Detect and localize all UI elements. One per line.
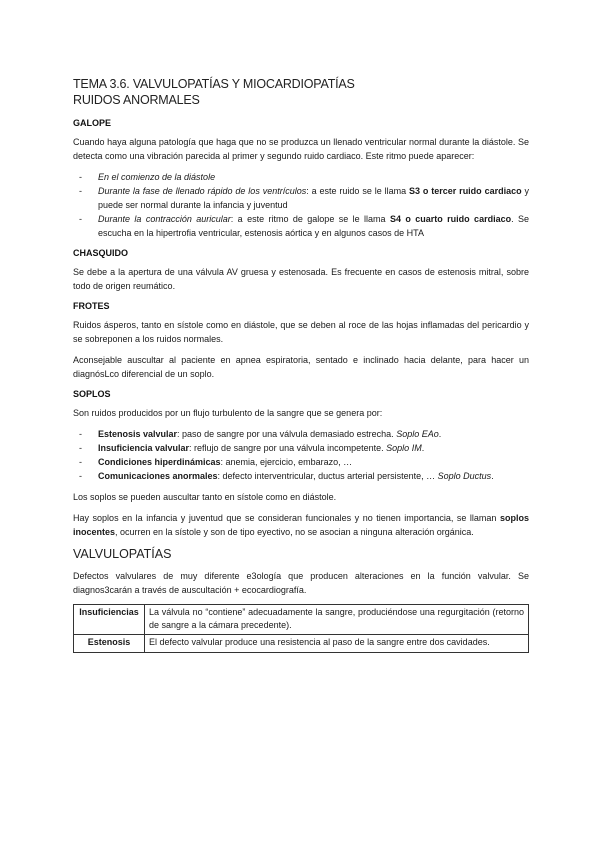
- frotes-paragraph-2: Aconsejable auscultar al paciente en apnea espiratoria, sentado e inclinado hacia delante, para hacer un diagnósLco diferencial de un soplo.: [73, 355, 529, 379]
- soplos-intro: Son ruidos producidos por un flujo turbulento de la sangre que se genera por:: [73, 408, 383, 418]
- item-text: : a este ritmo de galope se le llama: [230, 214, 390, 224]
- list-item: [73, 184, 529, 212]
- dash-bullet: -: [79, 186, 82, 196]
- item-emphasis: Soplo EAo: [396, 429, 439, 439]
- table-cell-definition: El defecto valvular produce una resistencia al paso de la sangre entre dos cavidades.: [145, 635, 529, 653]
- item-text: : a este ruido se le llama: [306, 186, 409, 196]
- item-bold: S3 o tercer ruido cardiaco: [409, 186, 522, 196]
- galope-list: [73, 170, 529, 240]
- frotes-heading: FROTES: [73, 301, 110, 311]
- table-row: [74, 635, 529, 653]
- valvulopatias-table: [73, 604, 529, 653]
- chasquido-text: Se debe a la apertura de una válvula AV gruesa y estenosada. Es frecuente en casos de estenosis mitral, sobre todo de origen reumático.: [73, 267, 529, 291]
- soplos-paragraph-1: Los soplos se pueden auscultar tanto en sístole como en diástole.: [73, 492, 337, 502]
- chasquido-heading: CHASQUIDO: [73, 248, 129, 258]
- dash-bullet: -: [79, 457, 82, 467]
- valvulopatias-heading: VALVULOPATÍAS: [73, 547, 172, 561]
- table-cell-definition: La válvula no “contiene” adecuadamente la sangre, produciéndose una regurgitación (retorno de sangre a la cámara precedente).: [145, 605, 529, 635]
- item-text: . Se escucha en la hipertrofia ventricular, estenosis aórtica y en algunos casos de HTA: [98, 214, 530, 238]
- paragraph-text: , ocurren en la sístole y son de tipo eyectivo, no se asocian a ninguna alteración orgánica.: [115, 527, 474, 537]
- list-item: [73, 441, 529, 455]
- page-subtitle: RUIDOS ANORMALES: [73, 93, 200, 107]
- item-end: .: [438, 429, 442, 439]
- item-end: .: [421, 443, 425, 453]
- table-cell-term: Estenosis: [74, 635, 145, 653]
- item-emphasis: Durante la contracción auricular: [98, 214, 231, 224]
- valvulopatias-intro: Defectos valvulares de muy diferente e3ología que producen alteraciones en la función valvular. Se diagnos3carán a través de auscultación + ecocardiografía.: [73, 571, 529, 595]
- item-bold: Condiciones hiperdinámicas: [98, 457, 221, 467]
- list-item: [73, 469, 529, 483]
- item-emphasis: Soplo Ductus: [437, 471, 492, 481]
- item-emphasis: Durante la fase de llenado rápido de los ventrículos: [98, 186, 307, 196]
- list-item: [73, 427, 529, 441]
- item-text: : anemia, ejercicio, embarazo, …: [220, 457, 353, 467]
- dash-bullet: -: [79, 443, 82, 453]
- table-cell-term: Insuficiencias: [74, 605, 145, 635]
- list-item: [73, 212, 529, 240]
- frotes-paragraph-1: Ruidos ásperos, tanto en sístole como en diástole, que se deben al roce de las hojas inflamadas del pericardio y se sobreponen a los ruidos normales.: [73, 320, 529, 344]
- item-bold: S4 o cuarto ruido cardiaco: [389, 214, 512, 224]
- dash-bullet: -: [79, 429, 82, 439]
- item-end: .: [491, 471, 494, 481]
- dash-bullet: -: [79, 471, 82, 481]
- item-text: : reflujo de sangre por una válvula incompetente.: [189, 443, 387, 453]
- list-item: [73, 170, 529, 184]
- item-emphasis: Soplo IM: [386, 443, 422, 453]
- table-row: [74, 605, 529, 635]
- paragraph-bold: soplos inocentes: [73, 513, 529, 537]
- paragraph-text: Hay soplos en la infancia y juventud que se consideran funcionales y no tienen importancia, se llaman: [73, 513, 500, 523]
- item-bold: Comunicaciones anormales: [98, 471, 218, 481]
- soplos-heading: SOPLOS: [73, 389, 111, 399]
- list-item: [73, 455, 529, 469]
- soplos-paragraph-2: [73, 511, 529, 539]
- item-emphasis: En el comienzo de la diástole: [98, 172, 216, 182]
- item-text: y puede ser normal durante la infancia y juventud: [98, 186, 529, 210]
- dash-bullet: -: [79, 172, 82, 182]
- galope-intro: Cuando haya alguna patología que haga que no se produzca un llenado ventricular normal durante la diástole. Se detecta como una vibración parecida al primer y segundo ruido cardiaco. Este ritmo puede aparecer:: [73, 137, 529, 161]
- page-title: TEMA 3.6. VALVULOPATÍAS Y MIOCARDIOPATÍAS: [73, 77, 355, 91]
- item-bold: Insuficiencia valvular: [98, 443, 190, 453]
- galope-heading: GALOPE: [73, 118, 112, 128]
- item-text: : defecto interventricular, ductus arterial persistente, …: [217, 471, 438, 481]
- page-content: [73, 76, 529, 653]
- item-text: : paso de sangre por una válvula demasiado estrecha.: [177, 429, 397, 439]
- dash-bullet: -: [79, 214, 82, 224]
- item-bold: Estenosis valvular: [98, 429, 178, 439]
- soplos-list: [73, 427, 529, 483]
